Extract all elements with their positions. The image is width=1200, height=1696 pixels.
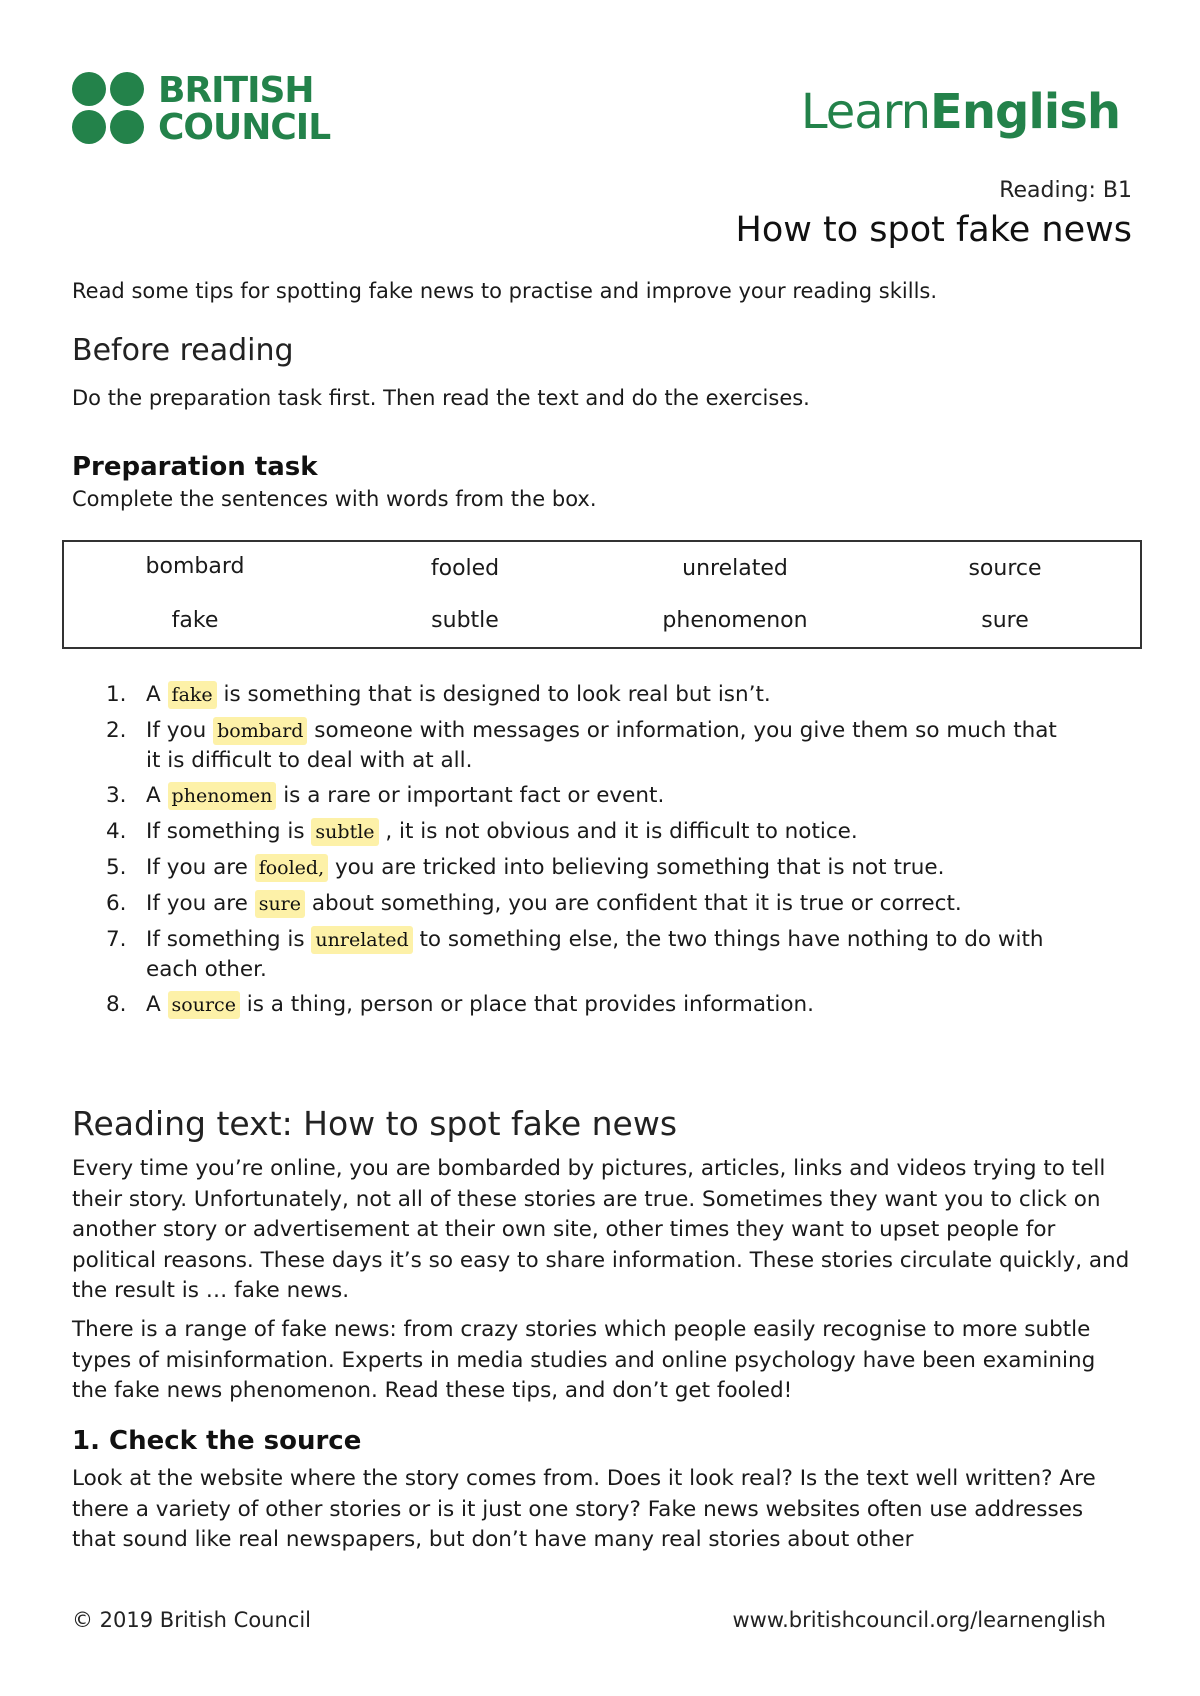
copyright-text: © 2019 British Council [72,1608,312,1632]
reading-paragraph-2: There is a range of fake news: from crazy stories which people easily recognise to more subtle types of misinformation. Experts in media studies and online psychology have been examining the fake news phenomenon. Read these tips, and don’t get fooled! [72,1317,1096,1403]
exercise-item: 1. A fake is something that is designed to look real but isn’t. [106,682,771,707]
word-box [62,540,1142,649]
word-box-item: bombard [145,554,245,579]
answer-field[interactable]: subtle [311,818,378,846]
intro-text: Read some tips for spotting fake news to practise and improve your reading skills. [72,279,938,303]
learnenglish-logo: LearnEnglish [800,84,1120,140]
reading-paragraph-1: Every time you’re online, you are bombarded by pictures, articles, links and videos trying to tell their story. Unfortunately, not all of these stories are true. Sometimes they want you to click on another story or advertisement at their own site, other times they want to upset people for political reasons. These days it’s so easy to share information. These stories circulate quickly, and the result is … fake news. [72,1156,1130,1303]
footer-link[interactable]: www.britishcouncil.org/learnenglish [732,1608,1106,1632]
word-box-item: source [968,556,1042,581]
exercise-item: 6. If you are sure about something, you are confident that it is true or correct. [106,891,962,916]
answer-field[interactable]: source [168,991,240,1019]
answer-field[interactable]: phenomen [168,782,277,810]
preparation-instruction: Complete the sentences with words from the box. [72,487,597,511]
word-box-item: phenomenon [662,608,808,633]
answer-field[interactable]: fooled, [255,854,328,882]
before-reading-heading: Before reading [72,333,294,368]
exercise-item: 2. If you bombard someone with messages or information, you give them so much that it is difficult to deal with at all. [106,718,1057,773]
word-box-item: unrelated [682,556,788,581]
exercise-item: 3. A phenomen is a rare or important fact or event. [106,783,665,808]
tip-text: Look at the website where the story comes from. Does it look real? Is the text well written? Are there a variety of other stories or is it just one story? Fake news websites often use addresses that sound like real newspapers, but don’t have many real stories about other [72,1466,1096,1552]
tip-heading: 1. Check the source [72,1426,362,1456]
exercise-item: 8. A source is a thing, person or place that provides information. [106,992,815,1017]
preparation-heading: Preparation task [72,452,318,482]
answer-field[interactable]: unrelated [311,926,412,954]
exercise-item: 7. If something is unrelated to something else, the two things have nothing to do with each other. [106,927,1044,982]
level-label: Reading: B1 [999,178,1132,203]
word-box-item: subtle [431,608,499,633]
answer-field[interactable]: fake [168,681,217,709]
exercise-list [72,680,1072,1026]
logo-dots-icon [72,72,146,146]
before-reading-instruction: Do the preparation task first. Then read the text and do the exercises. [72,386,810,410]
word-box-item: fake [171,608,219,633]
word-box-item: sure [981,608,1029,633]
answer-field[interactable]: bombard [213,717,307,745]
page-title: How to spot fake news [735,210,1132,250]
word-box-item: fooled [430,556,500,581]
reading-heading: Reading text: How to spot fake news [72,1104,678,1143]
exercise-item: 5. If you are fooled, you are tricked into believing something that is not true. [106,855,945,880]
logo-wordmark: BRITISH COUNCIL [158,70,331,148]
exercise-item: 4. If something is subtle , it is not obvious and it is difficult to notice. [106,819,858,844]
british-council-logo [72,72,342,152]
answer-field[interactable]: sure [255,890,305,918]
